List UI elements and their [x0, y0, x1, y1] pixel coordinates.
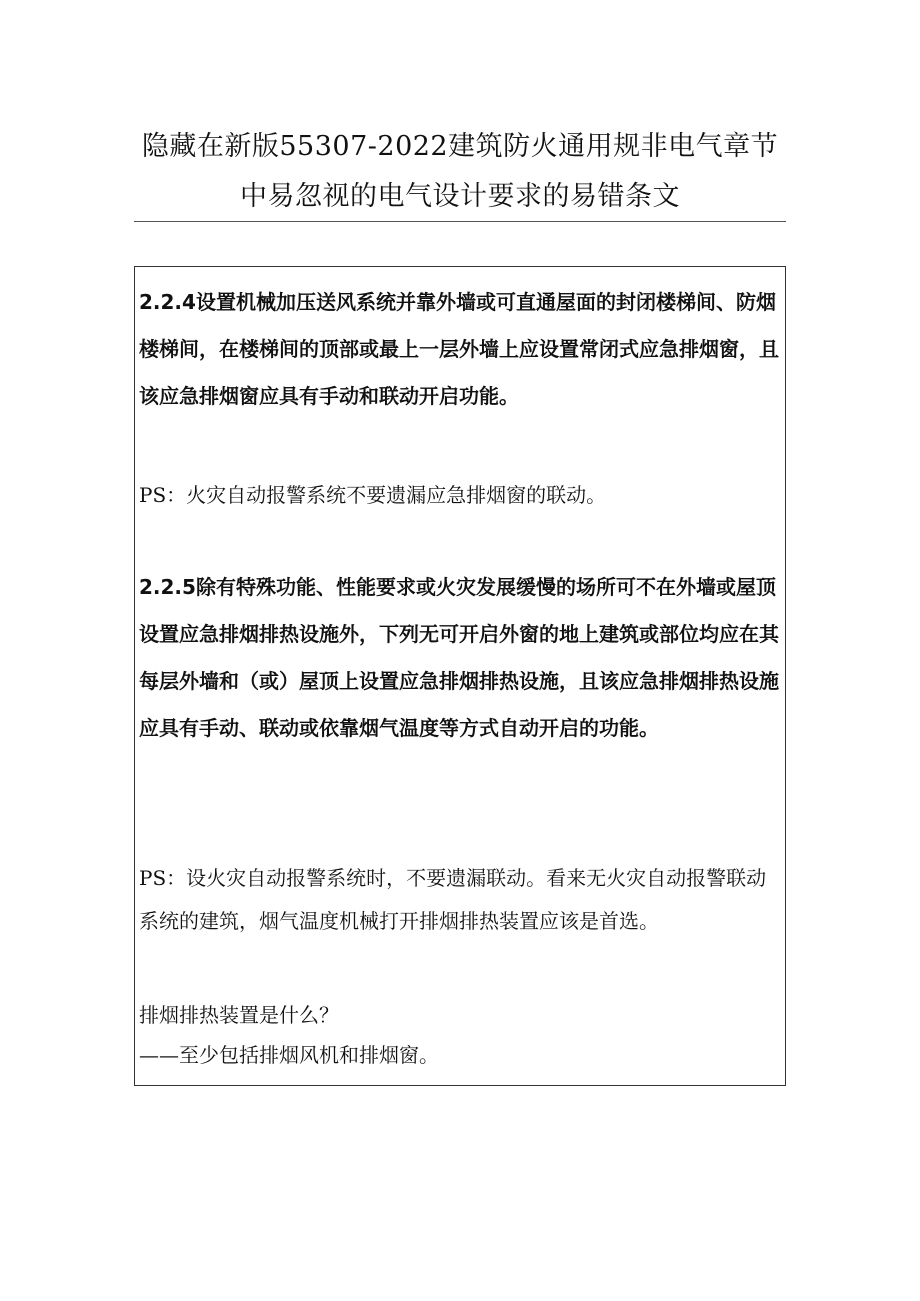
clause-2-2-4: 2.2.4设置机械加压送风系统并靠外墙或可直通屋面的封闭楼梯间、防烟楼梯间，在楼梯间的顶部或最上一层外墙上应设置常闭式应急排烟窗，且该应急排烟窗应具有手动和联动开启功能。 [139, 290, 779, 408]
content-box [134, 266, 786, 1086]
note-2-2-5: PS：设火灾自动报警系统时，不要遗漏联动。看来无火灾自动报警联动系统的建筑，烟气温度机械打开排烟排热装置应该是首选。 [139, 866, 767, 933]
note-2-2-4: PS：火灾自动报警系统不要遗漏应急排烟窗的联动。 [139, 483, 607, 507]
title-line-1: 隐藏在新版55307-2022建筑防火通用规非电气章节 [141, 131, 779, 162]
title-divider [134, 221, 786, 222]
document-title [134, 122, 786, 222]
title-line-2: 中易忽视的电气设计要求的易错条文 [240, 181, 680, 212]
answer-text: ——至少包括排烟风机和排烟窗。 [139, 1043, 439, 1067]
clause-2-2-5: 2.2.5除有特殊功能、性能要求或火灾发展缓慢的场所可不在外墙或屋顶设置应急排烟排热设施外，下列无可开启外窗的地上建筑或部位均应在其每层外墙和（或）屋顶上设置应急排烟排热设施，且该应急排烟排热设施应具有手动、联动或依靠烟气温度等方式自动开启的功能。 [139, 575, 779, 740]
question-text: 排烟排热装置是什么？ [139, 1003, 339, 1027]
